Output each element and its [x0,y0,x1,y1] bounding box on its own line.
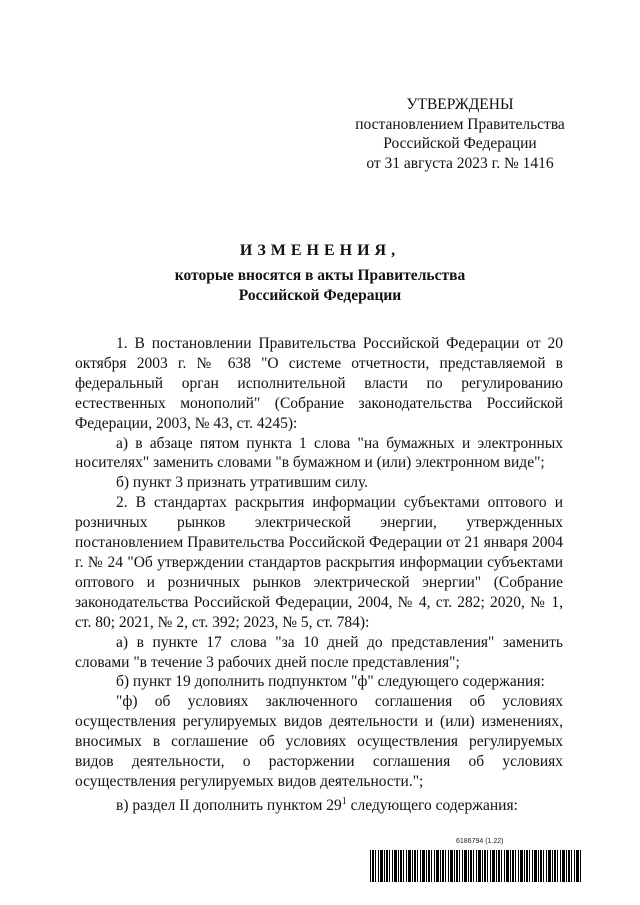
document-title: ИЗМЕНЕНИЯ, [239,242,401,259]
paragraph: а) в пункте 17 слова "за 10 дней до представления" заменить словами "в течение 3 рабочих дней после представления"; [75,633,563,671]
barcode-number: 6186794 (1.22) [456,838,504,845]
superscript: 1 [341,795,347,807]
paragraph [75,792,563,816]
approval-line: Российской Федерации [383,135,537,152]
approval-line: постановлением Правительства [355,115,565,133]
paragraph-text: в) раздел II дополнить пунктом 29 [116,797,342,814]
paragraph: б) пункт 19 дополнить подпунктом "ф" следующего содержания: [116,673,545,691]
paragraph: 2. В стандартах раскрытия информации субъектами оптового и розничных рынков электрической энергии, утвержденных постановлением Правительства Российской Федерации от 21 января 2004 г. № 24 "Об утверждении стандартов раскрытия информации субъектами оптового и розничных рынков электрической энергии" (Собрание законодательства Российской Федерации, 2004, № 4, ст. 282; 2020, № 1, ст. 80; 2021, № 2, ст. 392; 2023, № 5, ст. 784): [75,494,563,631]
paragraph: 1. В постановлении Правительства Российской Федерации от 20 октября 2003 г. № 638 "О системе отчетности, представляемой в федеральный орган исполнительной власти по регулированию естественных монополий" (Собрание законодательства Российской Федерации, 2003, № 43, ст. 4245): [75,335,563,432]
approval-heading: УТВЕРЖДЕНЫ [406,96,514,113]
barcode-icon [370,850,582,882]
subtitle-line: которые вносятся в акты Правительства [174,267,466,284]
document-subtitle [0,266,640,305]
approval-date: от 31 августа 2023 г. № 1416 [366,154,554,172]
approval-stamp [340,95,580,173]
paragraph-text: следующего содержания: [346,797,518,814]
document-body [75,334,563,816]
paragraph: б) пункт 3 признать утратившим силу. [116,474,369,492]
paragraph: а) в абзаце пятом пункта 1 слова "на бумажных и электронных носителях" заменить словами "в бумажном и (или) электронном виде"; [75,434,563,472]
paragraph: "ф) об условиях заключенного соглашения об условиях осуществления регулируемых видов деятельности и (или) изменениях, вносимых в соглашение об условиях осуществления регулируемых видов деятельности, о расторжении соглашения об условиях осуществления регулируемых видов деятельности."; [75,693,563,790]
subtitle-line: Российской Федерации [238,286,402,304]
